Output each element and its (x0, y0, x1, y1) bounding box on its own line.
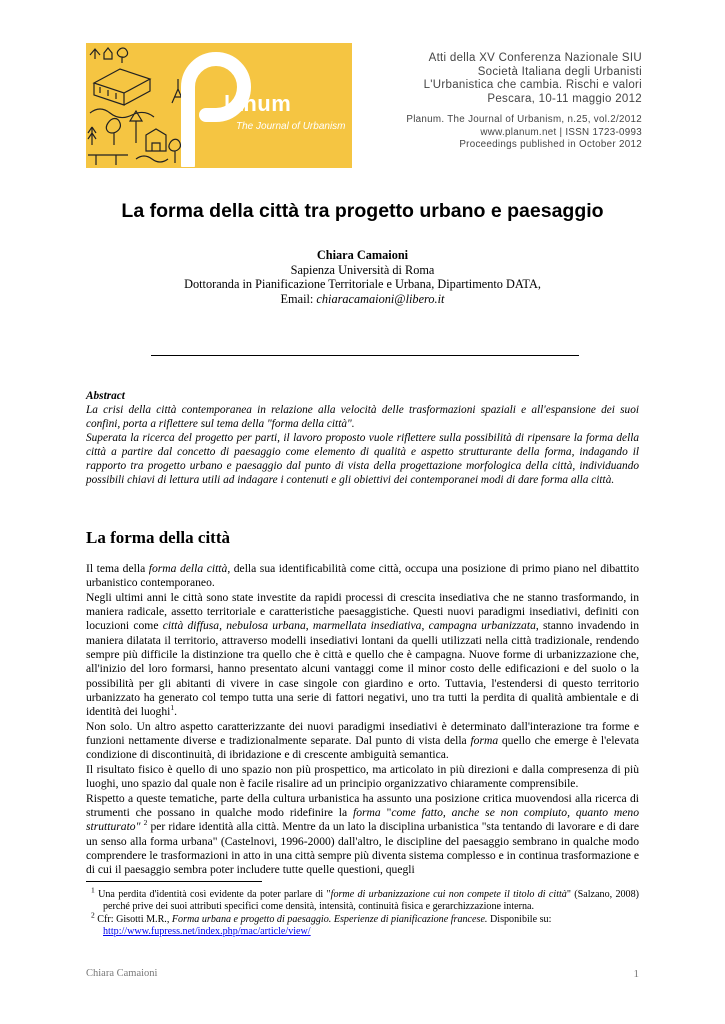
abstract-paragraph: Superata la ricerca del progetto per parti, il lavoro proposto vuole riflettere sulla possibilità di ripensare la forma della città a partire dal concetto di paesaggio come elemento di qualità e aspetto strutturante della forma, indagando il rapporto tra progetto urbano e paesaggio dal punto di vista della progettazione morfologica della città, individuando possibili chiavi di lettura utili ad indagare i contenuti e gli obiettivi dei contemporanei modi di dare forma alla città. (86, 432, 639, 486)
footnote: $^2$ Cfr: Gisotti M.R., Forma urbana e progetto di paesaggio. Esperienze di pianificazione francese. Disponibile su: http://www.fupress.net/index.php/mac/article/view/ (91, 910, 552, 938)
title-divider (151, 355, 579, 356)
journal-line: Planum. The Journal of Urbanism, n.25, vol.2/2012 (406, 114, 642, 125)
abstract-paragraph: La crisi della città contemporanea in relazione alla velocità delle trasformazioni spaziali e all'espansione dei suoi confini, porta a riflettere sul tema della "forma della città". (86, 404, 639, 430)
body-paragraph: Non solo. Un altro aspetto caratterizzante dei nuovi paradigmi insediativi è determinato dall'interazione tra forme e funzioni nettamente diverse e tradizionalmente separate. Dal punto di vista della forma quello che emerge è l'elevata condizione di discontinuità, di ibridazione e di crescente ambiguità semantica. (86, 719, 639, 762)
conference-line: Società Italiana degli Urbanisti (477, 65, 642, 78)
author-email-line (0, 292, 725, 307)
author-role: Dottoranda in Pianificazione Territoriale e Urbana, Dipartimento DATA, (184, 277, 541, 291)
page-number: 1 (633, 968, 639, 980)
conference-header (372, 52, 642, 152)
footnote-link[interactable]: http://www.fupress.net/index.php/mac/article/view/ (103, 926, 311, 938)
conference-line: L'Urbanistica che cambia. Rischi e valori (423, 79, 642, 91)
footnotes (86, 885, 640, 939)
body-text (86, 562, 639, 878)
author-email[interactable]: chiaracamaioni@libero.it (316, 291, 445, 306)
section-heading: La forma della città (86, 528, 230, 547)
planum-banner (86, 43, 352, 168)
body-paragraph: Negli ultimi anni le città sono state investite da rapidi processi di crescita insediativa che ne stanno trasformando, in maniera radicale, assetto territoriale e caratteristiche paesaggistiche. Questi nuovi paradigmi insediativi, definiti con locuzioni come città diffusa, nebulosa urbana, marmellata insediativa, campagna urbanizzata, stanno invadendo in maniera dilatata il territorio, attraverso modelli insediativi lontani da quelli utilizzati nella città tradizionale, rendendo sempre più difficile la distinzione tra quello che è città e quello che è campagna. Nuove forme di urbanizzazione che, all'inizio del loro formarsi, hanno presentato alcuni vantaggi come il minor costo delle edificazioni e del suolo o la possibilità per gli abitanti di vivere in case singole con giardino e orto. Tuttavia, l'estendersi di questo territorio urbanizzato ha generato col tempo tutta una serie di fattori negativi, uno tra tutti la perdita di qualità ambientale e di identità dei luoghi$^1$. (86, 590, 640, 719)
author-block (0, 248, 725, 306)
author-affiliation: Sapienza Università di Roma (290, 262, 435, 277)
journal-line: Proceedings published in October 2012 (459, 139, 642, 150)
conference-line: Pescara, 10-11 maggio 2012 (487, 92, 642, 105)
footnote-ref[interactable]: 2 (143, 818, 148, 828)
footnote-ref[interactable]: 1 (170, 703, 175, 713)
abstract-heading: Abstract (86, 390, 125, 402)
paper-title: La forma della città tra progetto urbano e paesaggio (121, 200, 604, 222)
author-name: Chiara Camaioni (316, 248, 409, 262)
abstract (86, 389, 639, 487)
body-paragraph: Rispetto a queste tematiche, parte della cultura urbanistica ha assunto una posizione critica muovendosi alla ricerca di strumenti che possano in qualche modo ridefinire la forma "come fatto, anche se non compiuto, quanto meno strutturato" $^2$ per ridare identità alla città. Mentre da un lato la disciplina urbanistica "sta tentando di lavorare e di dare un senso alla forma urbana" (Castelnovi, 1996-2000) dall'altro, le discipline del paesaggio sembrano in qualche modo comprendere le trasformazioni in atto in una città sempre più diventa sistema complesso e in continua trasformazione e di cui il paesaggio sembra poter includere tutte quelle questioni, quegli (86, 791, 639, 877)
journal-line: www.planum.net | ISSN 1723-0993 (480, 126, 642, 138)
email-label: Email: (280, 291, 314, 306)
body-paragraph: Il tema della forma della città, della sua identificabilità come città, occupa una posizione di primo piano nel dibattito urbanistico contemporaneo. (86, 562, 639, 590)
planum-logo-subtitle: The Journal of Urbanism (236, 121, 346, 132)
footnote-divider (86, 881, 262, 882)
planum-logo-text: lanum (224, 91, 292, 116)
footer-author: Chiara Camaioni (86, 968, 158, 979)
body-paragraph: Il risultato fisico è quello di uno spazio non più prospettico, ma articolato in più direzioni e dalla compresenza di più luoghi, uno spazio dal quale non è facile risalire ad un principio organizzativo chiaramente comprensibile. (86, 762, 639, 791)
conference-line: Atti della XV Conferenza Nazionale SIU (428, 52, 642, 64)
footnote: $^1$ Una perdita d'identità così evidente da poter parlare di "forme di urbanizzazione cui non compete il titolo di città" (Salzano, 2008) perché prive dei suoi attributi specifici come densità, intensità, continuità fisica e gerarchizzazione interna. (91, 885, 640, 913)
